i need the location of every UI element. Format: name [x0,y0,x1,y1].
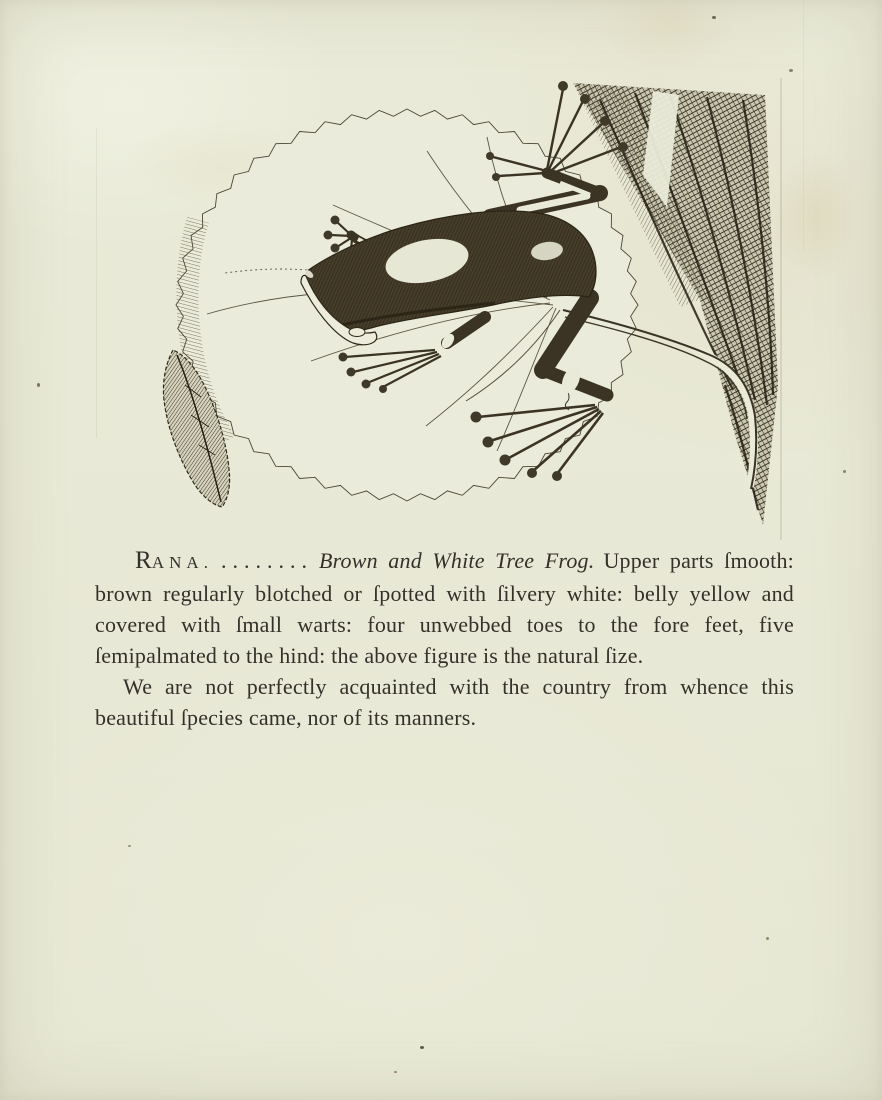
dotted-leader: ........ [220,548,313,573]
paper-speck [128,845,131,847]
paper-speck [766,937,769,940]
description-text [95,545,794,733]
description-paragraph-2 [95,671,794,733]
paper-fold-line [803,0,804,250]
paper-speck [420,1046,424,1049]
paper-speck [843,470,846,473]
frog-engraving [95,55,790,545]
paper-speck [37,383,40,387]
genus-label-initial: R [135,547,152,574]
frog-eye [349,328,365,337]
body-text-1: Upper parts ſmooth: brown regularly blotched or ſpotted with ſilvery white: belly yellow and covered with ſmall warts: four unwebbed toes to the fore feet, five ſemipalmated to the hind: the above figure is the natural ſize. [95,548,794,668]
paper-speck [712,16,716,19]
description-paragraph-1 [95,545,794,671]
genus-label: ANA. [151,553,213,572]
species-label: Brown and White Tree Frog. [318,548,595,573]
body-text-2: We are not perfectly acquainted with the country from whence this beautiful ſpecies came, nor of its manners. [95,674,794,730]
paper-speck [394,1071,397,1073]
